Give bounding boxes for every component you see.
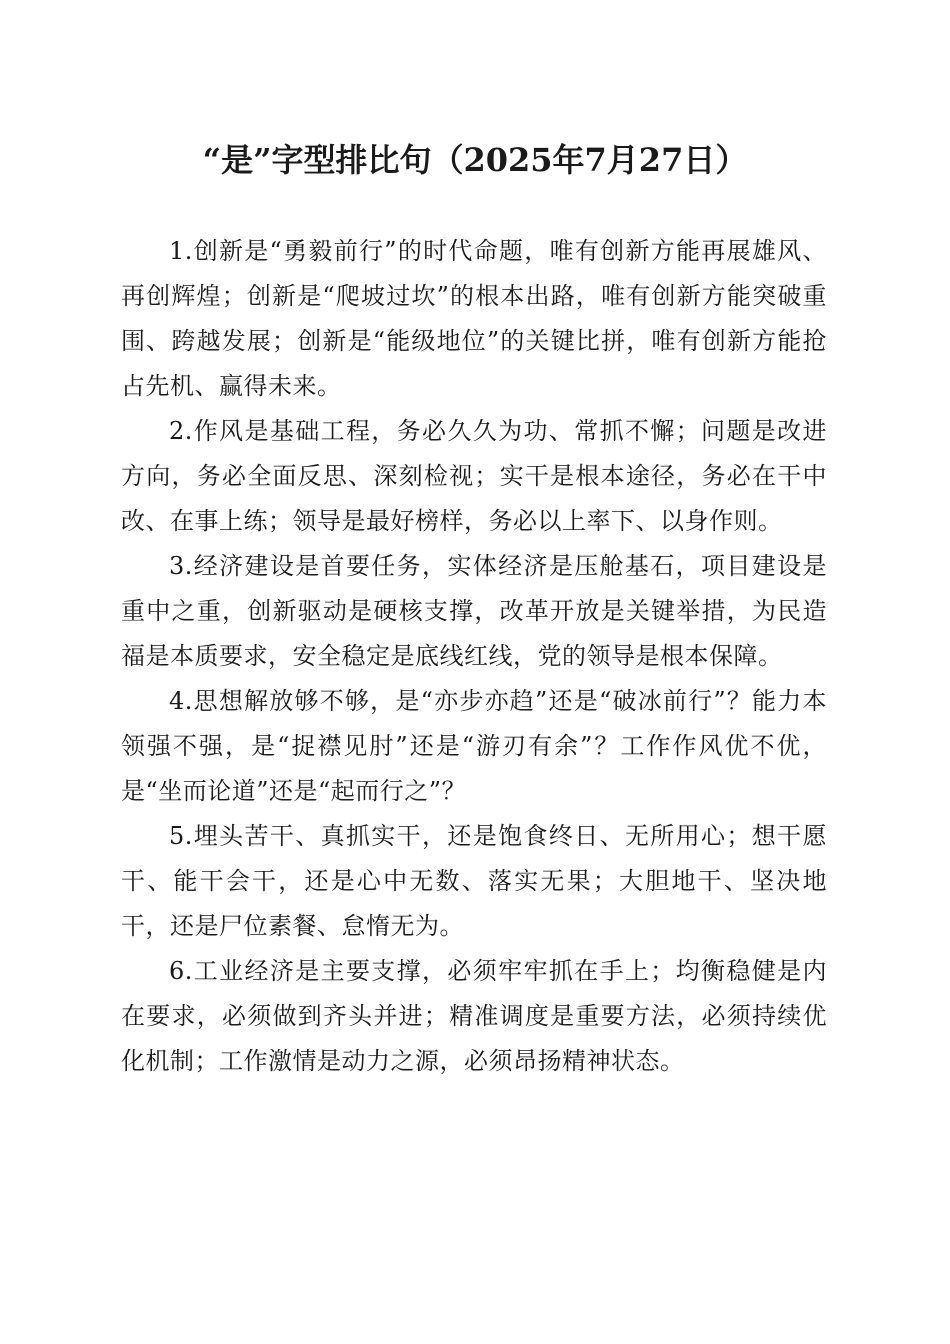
paragraph-4: 4.思想解放够不够，是“亦步亦趋”还是“破冰前行”？能力本领强不强，是“捉襟见肘”还是“游刃有余”？工作作风优不优，是“坐而论道”还是“起而行之”？	[121, 687, 827, 805]
paragraph-6: 6.工业经济是主要支撑，必须牢牢抓在手上；均衡稳健是内在要求，必须做到齐头并进；精准调度是重要方法，必须持续优化机制；工作激情是动力之源，必须昂扬精神状态。	[121, 957, 827, 1075]
paragraph-5: 5.埋头苦干、真抓实干，还是饱食终日、无所用心；想干愿干、能干会干，还是心中无数、落实无果；大胆地干、坚决地干，还是尸位素餐、怠惰无为。	[121, 822, 827, 940]
paragraph-1: 1.创新是“勇毅前行”的时代命题，唯有创新方能再展雄风、再创辉煌；创新是“爬坡过坎”的根本出路，唯有创新方能突破重围、跨越发展；创新是“能级地位”的关键比拼，唯有创新方能抢占先机、赢得未来。	[121, 237, 827, 400]
document-body	[121, 229, 827, 1084]
paragraph-2: 2.作风是基础工程，务必久久为功、常抓不懈；问题是改进方向，务必全面反思、深刻检视；实干是根本途径，务必在干中改、在事上练；领导是最好榜样，务必以上率下、以身作则。	[121, 417, 827, 535]
document-title: “是”字型排比句（2025年7月27日）	[202, 141, 748, 179]
paragraph-3: 3.经济建设是首要任务，实体经济是压舱基石，项目建设是重中之重，创新驱动是硬核支撑，改革开放是关键举措，为民造福是本质要求，安全稳定是底线红线，党的领导是根本保障。	[121, 552, 827, 670]
